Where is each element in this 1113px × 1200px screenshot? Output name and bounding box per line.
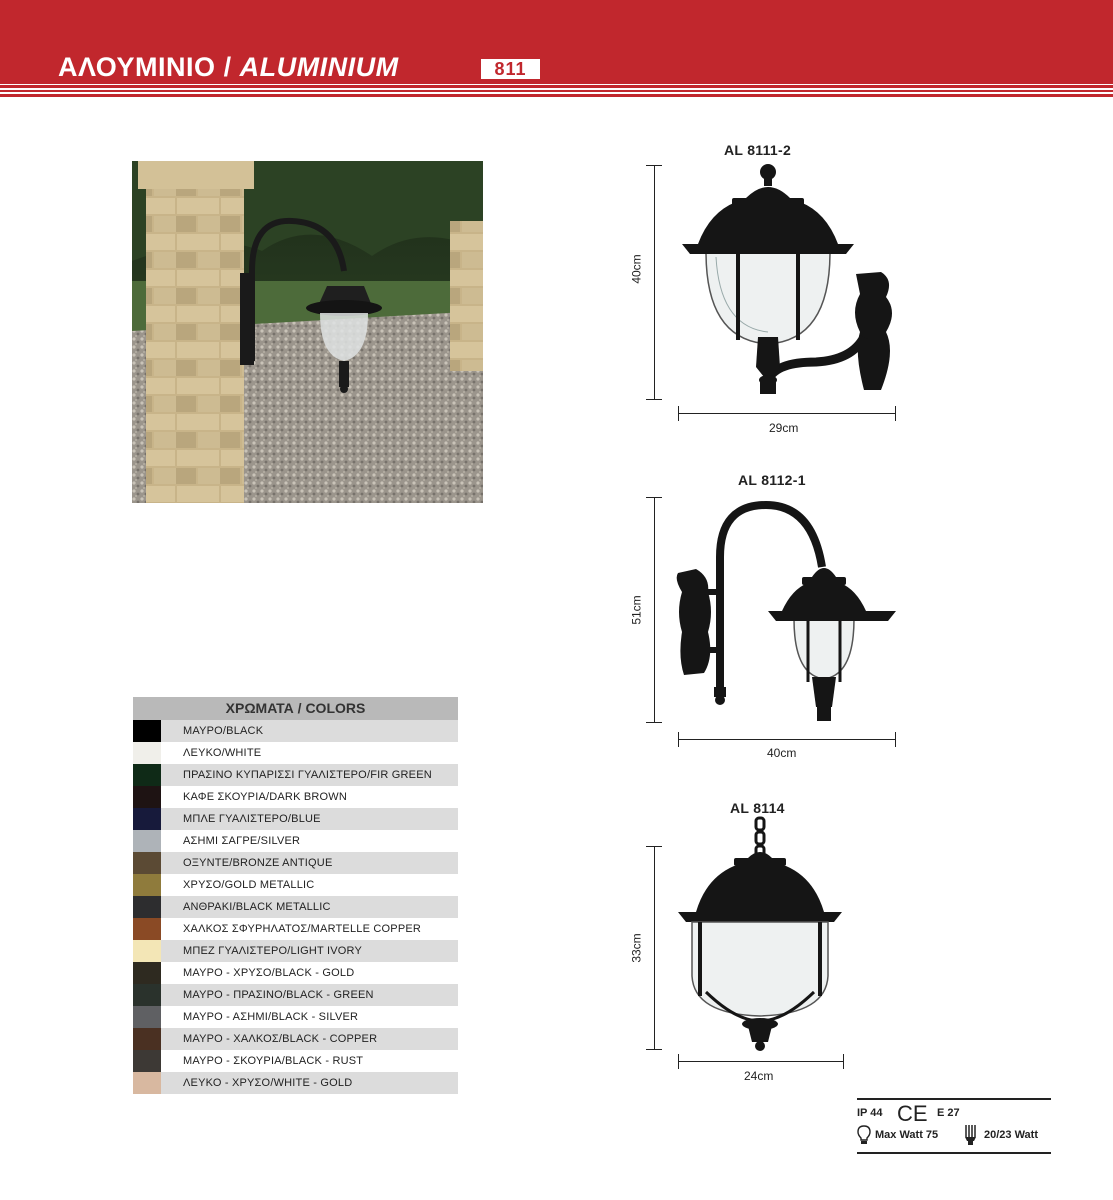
color-row xyxy=(133,830,458,852)
height-label-3: 33cm xyxy=(629,933,644,963)
color-label: ΚΑΦΕ ΣΚΟΥΡΙΑ/DARK BROWN xyxy=(183,791,348,803)
color-row xyxy=(133,742,458,764)
color-label: ΛΕΥΚΟ - ΧΡΥΣΟ/WHITE - GOLD xyxy=(183,1077,353,1089)
color-row xyxy=(133,918,458,940)
color-swatch xyxy=(133,874,161,896)
color-swatch xyxy=(133,940,161,962)
color-label: ΛΕΥΚΟ/WHITE xyxy=(183,747,262,759)
color-swatch xyxy=(133,720,161,742)
color-label: ΑΣΗΜΙ ΣΑΓΡΕ/SILVER xyxy=(183,835,301,847)
color-swatch xyxy=(133,1028,161,1050)
color-row xyxy=(133,940,458,962)
lamp-drawing-8114 xyxy=(676,816,846,1052)
color-row xyxy=(133,786,458,808)
color-label: ΧΡΥΣΟ/GOLD METALLIC xyxy=(183,879,315,891)
color-row xyxy=(133,896,458,918)
color-label: ΜΑΥΡΟ - ΠΡΑΣΙΝΟ/BLACK - GREEN xyxy=(183,989,374,1001)
color-row xyxy=(133,808,458,830)
color-swatch xyxy=(133,918,161,940)
colors-heading: ΧΡΩΜΑΤΑ / COLORS xyxy=(133,697,458,720)
ce-mark: CE xyxy=(897,1101,928,1126)
width-line-2 xyxy=(678,739,896,740)
product-code-1: AL 8111-2 xyxy=(724,142,792,158)
color-swatch xyxy=(133,742,161,764)
height-line-2 xyxy=(654,497,655,723)
color-row xyxy=(133,962,458,984)
color-label: ΜΠΛΕ ΓΥΑΛΙΣΤΕΡΟ/BLUE xyxy=(183,813,321,825)
height-line-1 xyxy=(654,165,655,400)
page-title xyxy=(58,52,399,83)
color-swatch xyxy=(133,808,161,830)
title-english: ALUMINIUM xyxy=(239,52,399,82)
specs-box xyxy=(857,1098,1051,1154)
color-swatch xyxy=(133,896,161,918)
ip-rating: IP 44 xyxy=(857,1107,883,1119)
width-line-1 xyxy=(678,413,896,414)
width-label-3: 24cm xyxy=(744,1069,774,1083)
color-row xyxy=(133,1028,458,1050)
color-label: ΜΑΥΡΟ - ΣΚΟΥΡΙΑ/BLACK - RUST xyxy=(183,1055,364,1067)
color-label: ΟΞΥΝΤΕ/BRONZE ANTIQUE xyxy=(183,857,333,869)
color-swatch xyxy=(133,1050,161,1072)
height-label-2: 51cm xyxy=(629,595,644,625)
lamp-drawing-8112-1 xyxy=(674,497,898,727)
colors-table xyxy=(133,697,458,1094)
header-stripes xyxy=(0,84,1113,100)
color-label: ΜΑΥΡΟ - ΑΣΗΜΙ/BLACK - SILVER xyxy=(183,1011,359,1023)
color-row xyxy=(133,1072,458,1094)
color-row xyxy=(133,984,458,1006)
color-label: ΜΠΕΖ ΓΥΑΛΙΣΤΕΡΟ/LIGHT IVORY xyxy=(183,945,363,957)
width-label-1: 29cm xyxy=(769,421,799,435)
energy-saving-bulb-icon xyxy=(963,1124,977,1146)
color-row xyxy=(133,1006,458,1028)
color-swatch xyxy=(133,1072,161,1094)
width-line-3 xyxy=(678,1061,844,1062)
color-row xyxy=(133,720,458,742)
color-label: ΠΡΑΣΙΝΟ ΚΥΠΑΡΙΣΣΙ ΓΥΑΛΙΣΤΕΡΟ/FIR GREEN xyxy=(183,769,432,781)
lamp-drawing-8111-2 xyxy=(676,162,898,402)
color-label: ΜΑΥΡΟ - ΧΡΥΣΟ/BLACK - GOLD xyxy=(183,967,355,979)
color-label: ΧΑΛΚΟΣ ΣΦΥΡΗΛΑΤΟΣ/MARTELLE COPPER xyxy=(183,923,422,935)
color-row xyxy=(133,1050,458,1072)
color-row xyxy=(133,874,458,896)
width-label-2: 40cm xyxy=(767,746,797,760)
color-row xyxy=(133,852,458,874)
color-label: ΑΝΘΡΑΚΙ/BLACK METALLIC xyxy=(183,901,331,913)
product-code-2: AL 8112-1 xyxy=(738,472,806,488)
color-row xyxy=(133,764,458,786)
color-swatch xyxy=(133,984,161,1006)
color-swatch xyxy=(133,962,161,984)
series-code-badge: 811 xyxy=(481,59,540,79)
color-swatch xyxy=(133,1006,161,1028)
color-swatch xyxy=(133,830,161,852)
title-greek: ΑΛΟΥΜΙΝΙΟ xyxy=(58,52,216,82)
height-line-3 xyxy=(654,846,655,1050)
bulb-icon xyxy=(857,1125,871,1145)
color-swatch xyxy=(133,786,161,808)
socket-type: E 27 xyxy=(937,1107,960,1119)
product-photo xyxy=(132,161,483,503)
header-bar xyxy=(0,0,1113,84)
color-label: ΜΑΥΡΟ/BLACK xyxy=(183,725,264,737)
color-swatch xyxy=(133,764,161,786)
eco-watt: 20/23 Watt xyxy=(984,1129,1039,1141)
product-code-3: AL 8114 xyxy=(730,800,785,816)
max-watt: Max Watt 75 xyxy=(875,1129,939,1141)
height-label-1: 40cm xyxy=(629,254,644,284)
color-label: ΜΑΥΡΟ - ΧΑΛΚΟΣ/BLACK - COPPER xyxy=(183,1033,378,1045)
color-swatch xyxy=(133,852,161,874)
title-separator: / xyxy=(223,52,232,82)
